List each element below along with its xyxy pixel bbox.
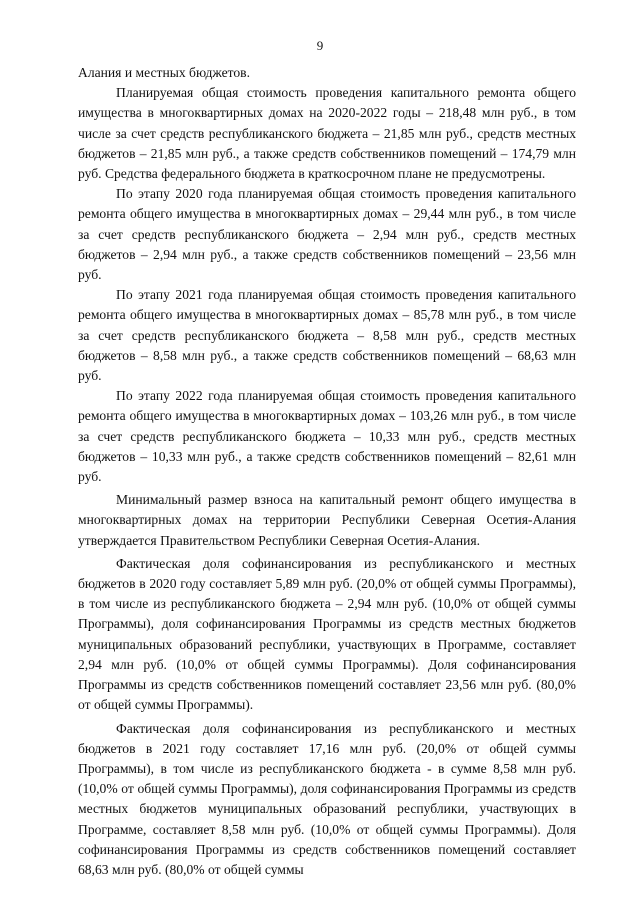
document-body xyxy=(78,63,576,880)
page-number: 9 xyxy=(316,38,324,53)
paragraph-total-cost: Планируемая общая стоимость проведения капитального ремонта общего имущества в многоквартирных домах на 2020-2022 годы – 218,48 млн руб., в том числе за счет средств республиканского бюджета – 21,85 млн руб., средств местных бюджетов – 21,85 млн руб., а также средств собственников помещений – 174,79 млн руб. Средства федерального бюджета в краткосрочном плане не предусмотрены. xyxy=(78,85,576,182)
paragraph-cofinancing-2020: Фактическая доля софинансирования из республиканского и местных бюджетов в 2020 году составляет 5,89 млн руб. (20,0% от общей суммы Программы), в том числе из республиканского бюджета – 2,94 млн руб. (10,0% от общей суммы Программы), доля софинансирования Программы из средств местных бюджетов муниципальных образований республики, участвующих в Программе, составляет 2,94 млн руб. (10,0% от общей суммы Программы). Доля софинансирования Программы из средств собственников помещений составляет 23,56 млн руб. (80,0% от общей суммы Программы). xyxy=(78,555,576,713)
paragraph-cofinancing-2021: Фактическая доля софинансирования из республиканского и местных бюджетов в 2021 году составляет 17,16 млн руб. (20,0% от общей суммы Программы), в том числе из республиканского бюджета - в сумме 8,58 млн руб. (10,0% от общей суммы Программы), доля софинансирования Программы из средств местных бюджетов муниципальных образований республики, участвующих в Программе, составляет 8,58 млн руб. (10,0% от общей суммы Программы). Доля софинансирования Программы из средств собственников помещений составляет 68,63 млн руб. (80,0% от общей суммы xyxy=(78,720,576,877)
paragraph-stage-2020: По этапу 2020 года планируемая общая стоимость проведения капитального ремонта общего имущества в многоквартирных домах – 29,44 млн руб., в том числе за счет средств республиканского бюджета – 2,94 млн руб., средств местных бюджетов – 2,94 млн руб., а также средств собственников помещений – 23,56 млн руб. xyxy=(78,186,576,283)
paragraph-minimum-contribution: Минимальный размер взноса на капитальный ремонт общего имущества в многоквартирных домах на территории Республики Северная Осетия-Алания утверждается Правительством Республики Северная Осетия-Алания. xyxy=(78,492,576,548)
paragraph-stage-2021: По этапу 2021 года планируемая общая стоимость проведения капитального ремонта общего имущества в многоквартирных домах – 85,78 млн руб., в том числе за счет средств республиканского бюджета – 8,58 млн руб., средств местных бюджетов – 8,58 млн руб., а также средств собственников помещений – 68,63 млн руб. xyxy=(78,287,576,384)
paragraph-stage-2022: По этапу 2022 года планируемая общая стоимость проведения капитального ремонта общего имущества в многоквартирных домах – 103,26 млн руб., в том числе за счет средств республиканского бюджета – 10,33 млн руб., средств местных бюджетов – 10,33 млн руб., а также средств собственников помещений – 82,61 млн руб. xyxy=(78,388,576,485)
paragraph-continuation: Алания и местных бюджетов. xyxy=(78,65,250,80)
